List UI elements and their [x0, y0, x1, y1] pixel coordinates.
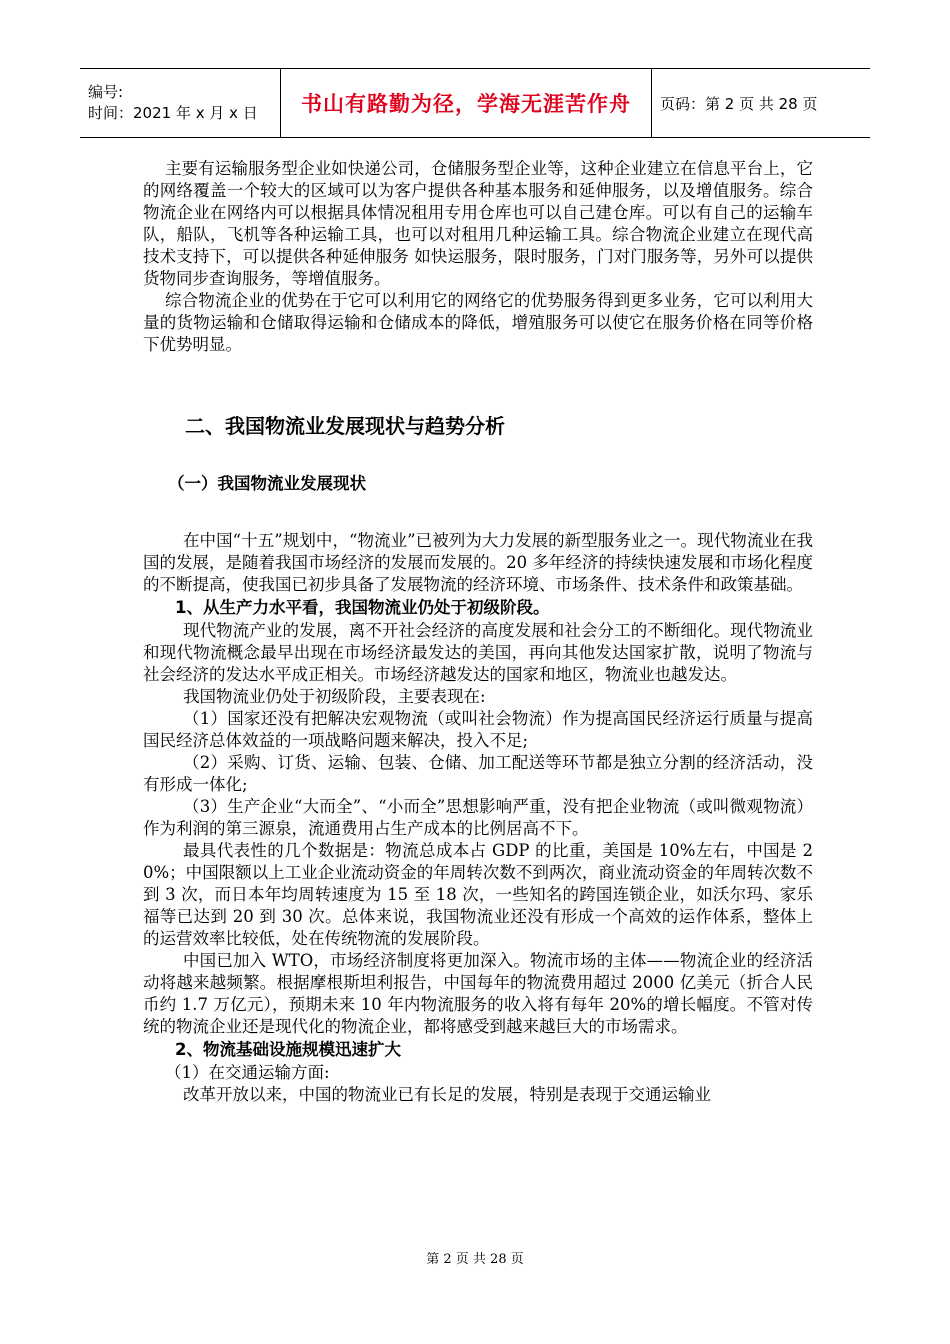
doc-number-label: 编号: — [88, 83, 124, 101]
body-paragraph: （1）在交通运输方面: — [165, 1063, 330, 1082]
header-motto: 书山有路勤为径，学海无涯苦作舟 — [301, 92, 631, 116]
body-paragraph: 中国已加入 WTO，市场经济制度将更加深入。物流市场的主体——物流企业的经济活动将越来越频繁。根据摩根斯坦利报告，中国每年的物流费用超过 2000 亿美元（折合人民币约 1.7 万亿元），预期未来 10 年内物流服务的收入将有每年 20%的增长幅度。不管对传统的物流企业还是现代化的物流企业，都将感受到越来越巨大的市场需求。 — [143, 951, 813, 1036]
header-meta — [80, 69, 280, 137]
page-header — [80, 68, 870, 138]
body-paragraph: 在中国“十五”规划中，“物流业”已被列为大力发展的新型服务业之一。现代物流业在我国的发展，是随着我国市场经济的发展而发展的。20 多年经济的持续快速发展和市场化程度的不断提高，使我国已初步具备了发展物流的经济环境、市场条件、技术条件和政策基础。 — [143, 531, 813, 594]
list-item: （3）生产企业“大而全”、“小而全”思想影响严重，没有把企业物流（或叫微观物流）作为利润的第三源泉，流通费用占生产成本的比例居高不下。 — [143, 797, 813, 838]
intro-block — [143, 158, 813, 356]
body-paragraph: 我国物流业仍处于初级阶段，主要表现在: — [183, 687, 486, 706]
page-footer: 第 2 页 共 28 页 — [426, 1252, 524, 1267]
section-title: 二、我国物流业发展现状与趋势分析 — [185, 414, 505, 438]
list-item: （2）采购、订货、运输、包装、仓储、加工配送等环节都是独立分割的经济活动，没有形成一体化; — [143, 753, 813, 794]
doc-time-label: 时间：2021 年 x 月 x 日 — [88, 104, 258, 122]
body-paragraph: 改革开放以来，中国的物流业已有长足的发展，特别是表现于交通运输业 — [183, 1085, 711, 1104]
main-block — [143, 530, 813, 1106]
body-paragraph: 最具代表性的几个数据是：物流总成本占 GDP 的比重，美国是 10%左右，中国是 20%；中国限额以上工业企业流动资金的年周转次数不到两次，商业流动资金的年周转次数不到 3 次，而日本年均周转速度为 15 至 18 次，一些知名的跨国连锁企业，如沃尔玛、家乐福等已达到 20 到 30 次。总体来说，我国物流业还没有形成一个高效的运作体系，整体上的运营效率比较低，处在传统物流的发展阶段。 — [143, 841, 813, 948]
body-paragraph: 综合物流企业的优势在于它可以利用它的网络它的优势服务得到更多业务，它可以利用大量的货物运输和仓储取得运输和仓储成本的降低，增殖服务可以使它在服务价格在同等价格下优势明显。 — [143, 291, 813, 354]
subsection-title: （一）我国物流业发展现状 — [168, 474, 366, 493]
numbered-heading: 2、物流基础设施规模迅速扩大 — [175, 1040, 401, 1059]
header-motto-cell — [280, 69, 652, 137]
body-paragraph: 现代物流产业的发展，离不开社会经济的高度发展和社会分工的不断细化。现代物流业和现代物流概念最早出现在市场经济最发达的美国，再向其他发达国家扩散，说明了物流与社会经济的发达水平成正相关。市场经济越发达的国家和地区，物流业也越发达。 — [143, 621, 813, 684]
list-item: （1）国家还没有把解决宏观物流（或叫社会物流）作为提高国民经济运行质量与提高国民经济总体效益的一项战略问题来解决，投入不足; — [143, 709, 813, 750]
numbered-heading: 1、从生产力水平看，我国物流业仍处于初级阶段。 — [175, 598, 550, 617]
header-page-info: 页码：第 2 页 共 28 页 — [660, 94, 818, 113]
body-paragraph: 主要有运输服务型企业如快递公司，仓储服务型企业等，这种企业建立在信息平台上，它的网络覆盖一个较大的区域可以为客户提供各种基本服务和延伸服务，以及增值服务。综合物流企业在网络内可以根据具体情况租用专用仓库也可以自己建仓库。可以有自己的运输车队，船队，飞机等各种运输工具，也可以对租用几种运输工具。综合物流企业建立在现代高技术支持下，可以提供各种延伸服务 如快运服务，限时服务，门对门服务等，另外可以提供货物同步查询服务，等增值服务。 — [143, 159, 813, 288]
